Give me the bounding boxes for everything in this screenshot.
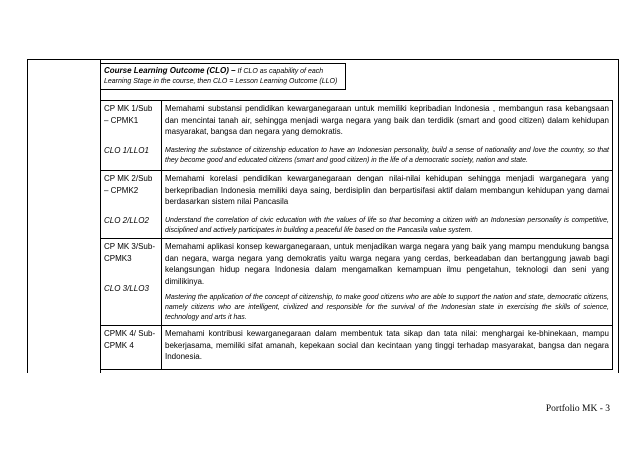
row-llo: CLO 3/LLO3 (104, 284, 149, 293)
row-code: CP MK 1/Sub – CPMK1 (104, 104, 153, 125)
clo-header-box (100, 63, 346, 90)
row-desc-id: Memahami substansi pendidikan kewarganegaraan untuk memiliki kepribadian Indonesia , membangun rasa kebangsaan dan mencintai tanah air, sehingga menjadi warga negara yang baik dan terdidik (smart and good citizen) dalam kehidupan masyarakat, bangsa dan negara yang demokratis. (165, 104, 609, 136)
clo-table (100, 100, 613, 370)
row-desc-id: Memahami korelasi pendidikan kewarganegaraan dengan nilai-nilai kehidupan sehingga menjadi warganegara yang berkepribadian Indonesia memiliki daya saing, berdisiplin dan berpartisifasi aktif dalam membangun kehidupan yang damai berdasarkan sistem nilai Pancasila (165, 174, 609, 206)
row-desc-cell (162, 326, 613, 370)
row-desc-cell (162, 171, 613, 239)
table-row (101, 171, 613, 239)
row-llo: CLO 1/LLO1 (104, 146, 149, 155)
table-row (101, 239, 613, 326)
row-code: CPMK 4/ Sub- CPMK 4 (104, 329, 156, 350)
row-code-cell (101, 326, 162, 370)
row-desc-cell (162, 101, 613, 171)
row-desc-id: Memahami aplikasi konsep kewarganegaraan, untuk menjadikan warga negara yang baik yang mampu mendukung bangsa dan negara, warga negara yang demokratis yaitu warga negara yang cerdas, berkeadaban dan bertanggung jawab bagi kelangsungan hidup negara Indonesia dalam mengamalkan kemampuan ilmu pengetahun, teknologi dan seni yang dimilikinya. (165, 242, 609, 286)
clo-header-subtitle: If CLO as capability of each Learning Stage in the course, then CLO = Lesson Learning Outcome (LLO) (104, 68, 338, 85)
row-code-cell (101, 171, 162, 239)
row-llo: CLO 2/LLO2 (104, 216, 149, 225)
frame-right-border (618, 60, 619, 373)
row-desc-id: Memahami kontribusi kewarganegaraan dalam membentuk tata sikap dan tata nilai: menghargai ke-bhinekaan, mampu bekerjasama, memiliki sifat amanah, kepekaan social dan kecintaan yang tinggi terhadap masyarakat, bangsa dan negara Indonesia. (165, 329, 609, 361)
table-row (101, 101, 613, 171)
row-code: CP MK 3/Sub- CPMK3 (104, 242, 155, 263)
clo-section (100, 63, 613, 370)
row-code: CP MK 2/Sub – CPMK2 (104, 174, 153, 195)
row-code-cell (101, 239, 162, 326)
clo-header-title: Course Learning Outcome (CLO) – (104, 66, 236, 75)
row-desc-en: Mastering the substance of citizenship education to have an Indonesian personality, build a sense of nationality and love the country, so that they become good and educated citizens (smart and good citizen) in the life of a democratic society, nation and state. (165, 146, 609, 164)
row-desc-cell (162, 239, 613, 326)
row-desc-en: Mastering the application of the concept of citizenship, to make good citizens who are able to support the nation and state, democratic citizens, namely citizens who are intelligent, civilized and responsible for the survival of the Indonesian state in exercising the skills of science, technology and arts it has. (165, 294, 609, 321)
page-footer: Portfolio MK - 3 (545, 404, 610, 414)
row-desc-en: Understand the correlation of civic education with the values of life so that becoming a citizen with an Indonesian personality is competitive, disciplined and actively participates in building a peaceful life based on the Pancasila value system. (165, 216, 609, 234)
table-row (101, 326, 613, 370)
row-code-cell (101, 101, 162, 171)
